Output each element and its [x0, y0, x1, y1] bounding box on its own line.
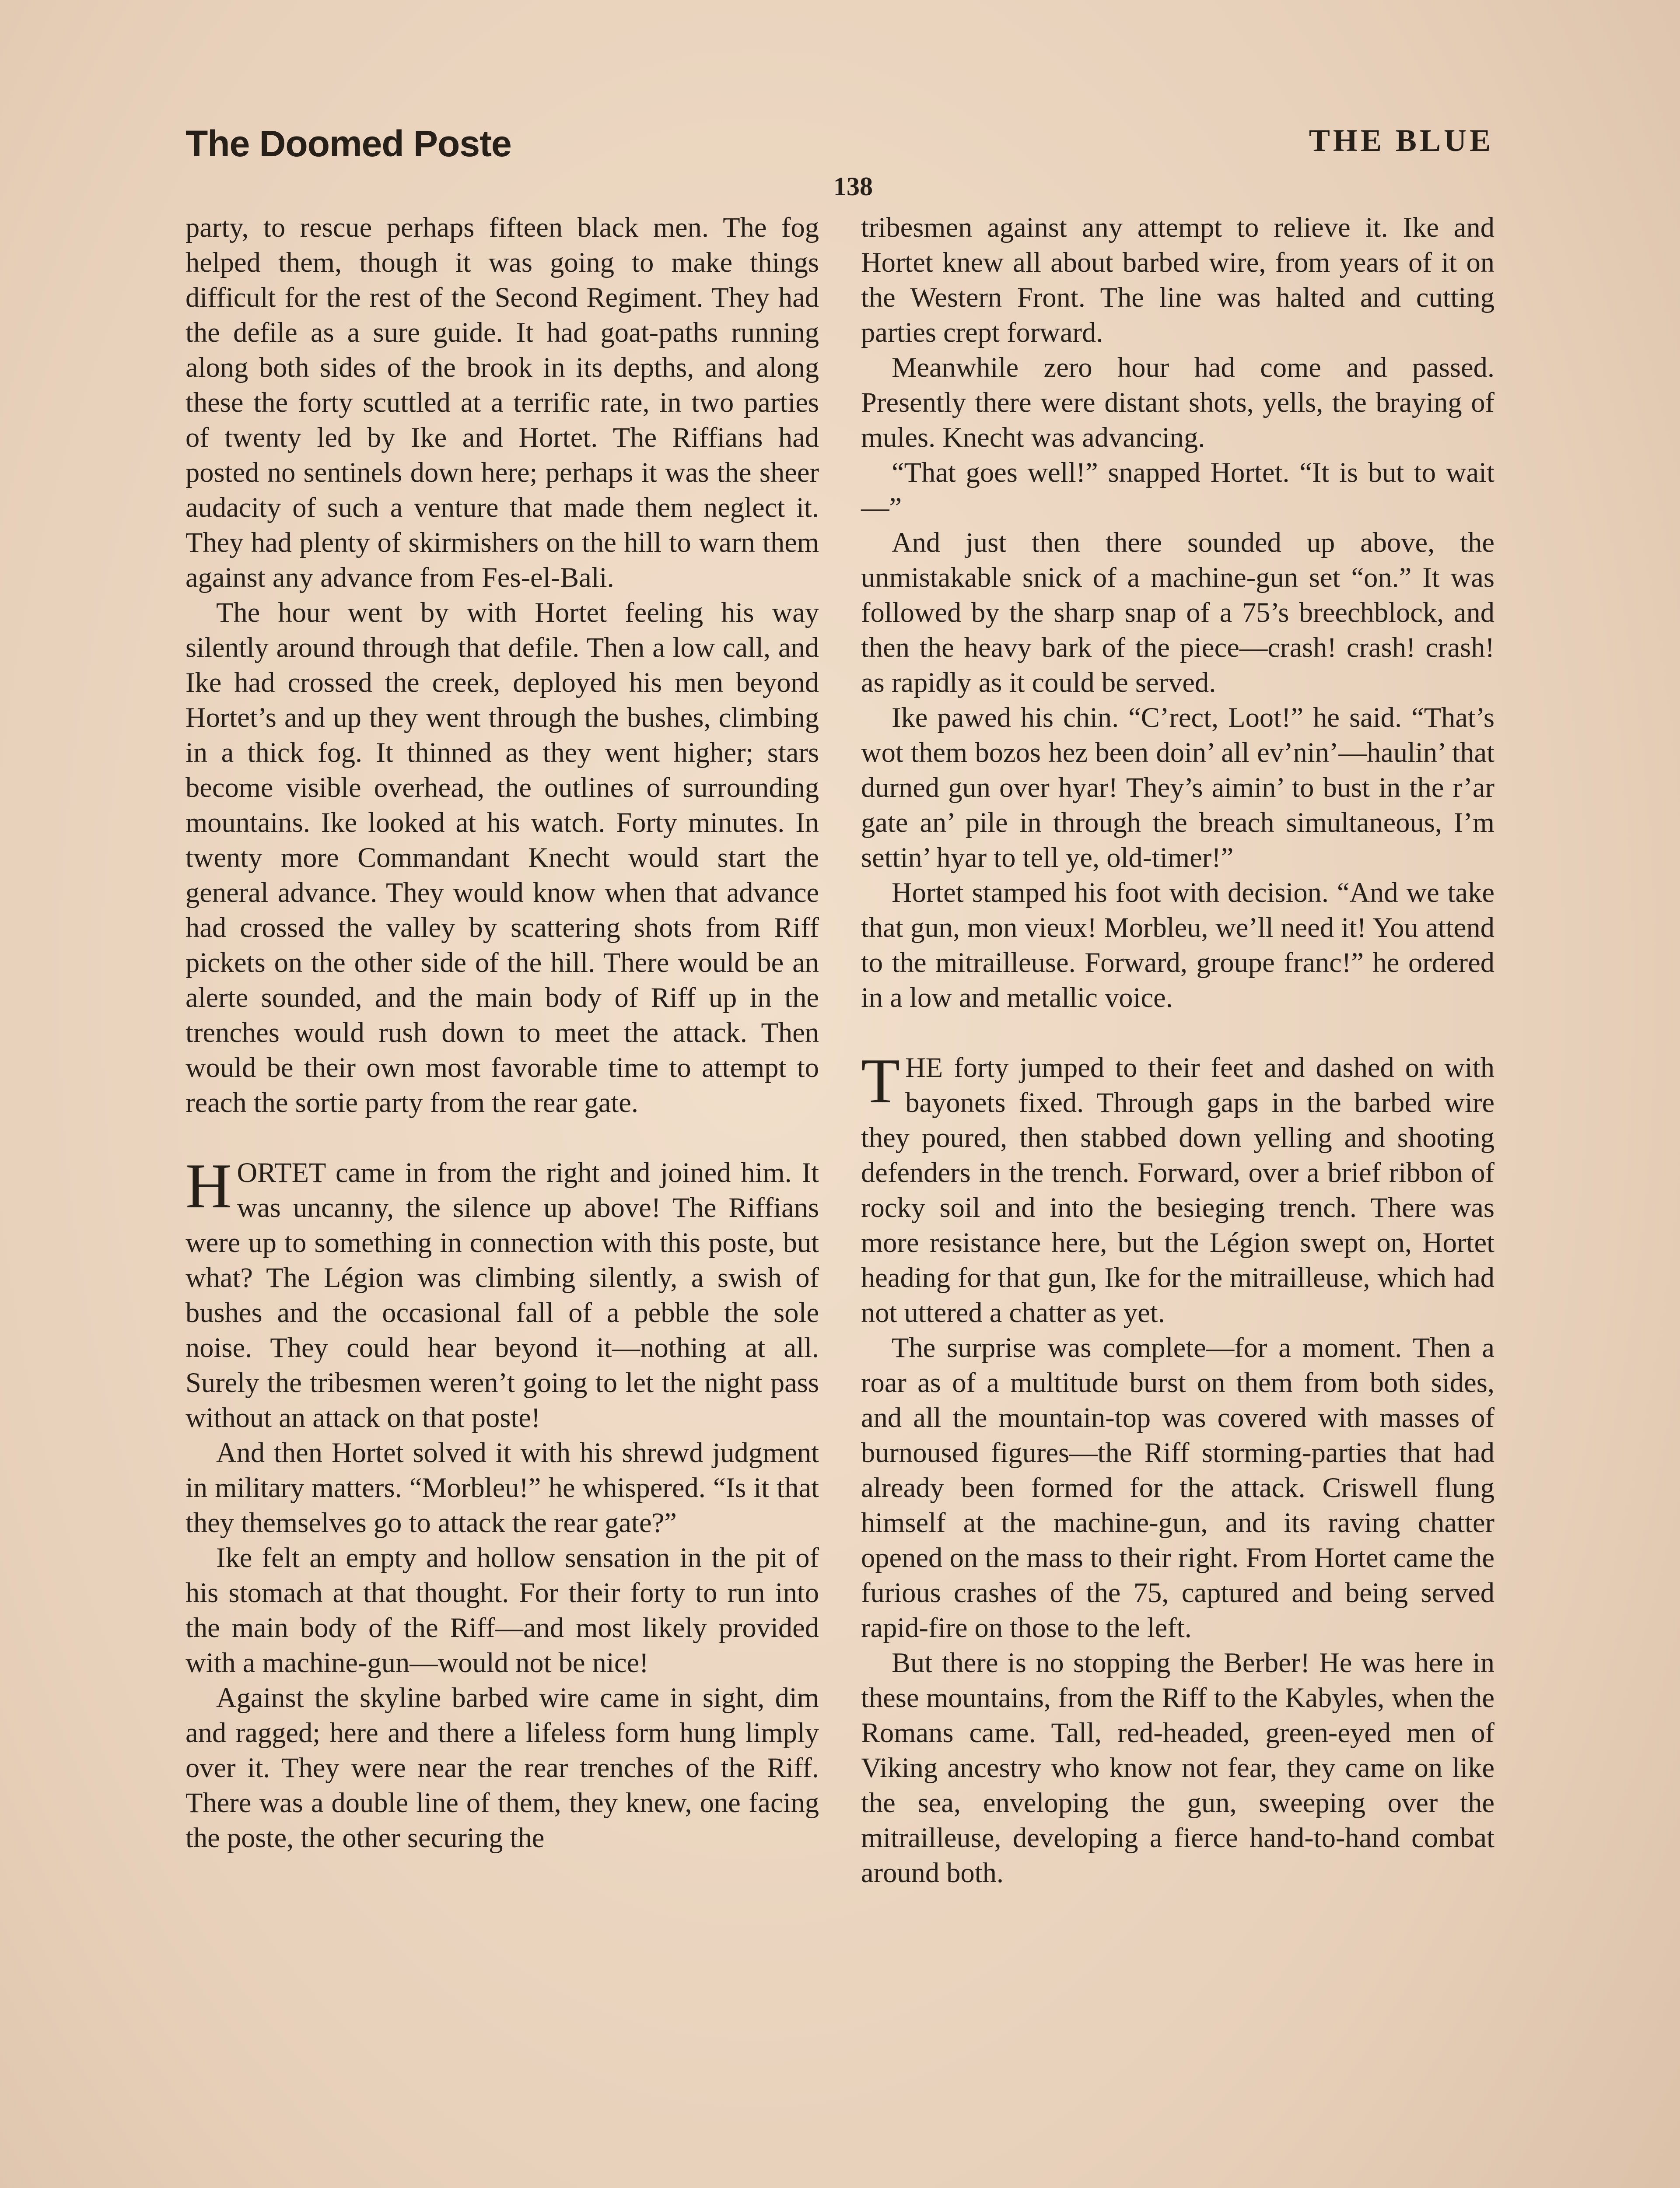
paragraph: party, to rescue perhaps fifteen black men. The fog helped them, though it was going to make things difficult for the rest of the Second Regiment. They had the defile as a sure guide. It had goat-paths running along both sides of the brook in its depths, and along these the forty scuttled at a terrific rate, in two parties of twenty led by Ike and Hortet. The Riffians had posted no sentinels down here; perhaps it was the sheer audacity of such a venture that made them neglect it. They had plenty of skirmishers on the hill to warn them against any advance from Fes-el-Bali.: [186, 212, 819, 593]
paragraph: Hortet stamped his foot with decision. “And we take that gun, mon vieux! Morbleu, we’ll need it! You attend to the mitrailleuse. Forward, groupe franc!” he ordered in a low and metallic voice.: [861, 877, 1494, 1013]
paragraph: And then Hortet solved it with his shrewd judgment in military matters. “Morbleu!” he whispered. “Is it that they themselves go to attack the rear gate?”: [186, 1437, 819, 1538]
paragraph: The hour went by with Hortet feeling his way silently around through that defile. Then a low call, and Ike had crossed the creek, deployed his men beyond Hortet’s and up they went through the bushes, climbing in a thick fog. It thinned as they went higher; stars become visible overhead, the outlines of surrounding mountains. Ike looked at his watch. Forty minutes. In twenty more Commandant Knecht would start the general advance. They would know when that advance had crossed the valley by scattering shots from Riff pickets on the other side of the hill. There would be an alerte sounded, and the main body of Riff up in the trenches would rush down to meet the attack. Then would be their own most favorable time to attempt to reach the sortie party from the rear gate.: [186, 597, 819, 1118]
paragraph: tribesmen against any attempt to relieve it. Ike and Hortet knew all about barbed wire, from years of it on the Western Front. The line was halted and cutting parties crept forward.: [861, 212, 1494, 348]
section-start-paragraph: [861, 1045, 1494, 1330]
paragraph-text: ORTET came in from the right and joined him. It was uncanny, the silence up above! The Riffians were up to something in connection with this poste, but what? The Légion was climbing silently, a swish of bushes and the occasional fall of a pebble the sole noise. They could hear beyond it—nothing at all. Surely the tribesmen weren’t going to let the night pass without an attack on that poste!: [186, 1157, 819, 1433]
paragraph: And just then there sounded up above, the unmistakable snick of a machine-gun set “on.” It was followed by the sharp snap of a 75’s breechblock, and then the heavy bark of the piece—crash! crash! crash! as rapidly as it could be served.: [861, 527, 1494, 698]
paragraph: Ike felt an empty and hollow sensation in the pit of his stomach at that thought. For their forty to run into the main body of the Riff—and most likely provided with a machine-gun—would not be nice!: [186, 1542, 819, 1678]
drop-cap: H: [186, 1150, 232, 1221]
drop-cap: T: [861, 1045, 900, 1116]
story-title: The Doomed Poste: [186, 123, 511, 164]
paragraph-text: HE forty jumped to their feet and dashed on with bayonets fixed. Through gaps in the barbed wire they poured, then stabbed down yelling and shooting defenders in the trench. Forward, over a brief ribbon of rocky soil and into the besieging trench. There was more resistance here, but the Légion swept on, Hortet heading for that gun, Ike for the mitrailleuse, which had not uttered a chatter as yet.: [861, 1052, 1494, 1328]
paragraph: But there is no stopping the Berber! He was here in these mountains, from the Riff to the Kabyles, when the Romans came. Tall, red-headed, green-eyed men of Viking ancestry who know not fear, they came on like the sea, enveloping the gun, sweeping over the mitrailleuse, developing a fierce hand-to-hand combat around both.: [861, 1647, 1494, 1888]
paragraph: Ike pawed his chin. “C’rect, Loot!” he said. “That’s wot them bozos hez been doin’ all ev’nin’—haulin’ that durned gun over hyar! They’s aimin’ to bust in the r’ar gate an’ pile in through the breach simultaneous, I’m settin’ hyar to tell ye, old-timer!”: [861, 702, 1494, 873]
magazine-name: THE BLUE: [1309, 123, 1494, 158]
page-number: 138: [833, 172, 873, 201]
right-column: [861, 210, 1494, 2188]
paragraph: “That goes well!” snapped Hortet. “It is but to wait—”: [861, 457, 1494, 523]
paragraph: Meanwhile zero hour had come and passed. Presently there were distant shots, yells, the braying of mules. Knecht was advancing.: [861, 352, 1494, 453]
paragraph: Against the skyline barbed wire came in sight, dim and ragged; here and there a lifeless form hung limply over it. They were near the rear trenches of the Riff. There was a double line of them, they knew, one facing the poste, the other securing the: [186, 1682, 819, 1853]
paragraph: The surprise was complete—for a moment. Then a roar as of a multitude burst on them from both sides, and all the mountain-top was covered with masses of burnoused figures—the Riff storming-parties that had already been formed for the attack. Criswell flung himself at the machine-gun, and its raving chatter opened on the mass to their right. From Hortet came the furious crashes of the 75, captured and being served rapid-fire on those to the left.: [861, 1332, 1494, 1643]
left-column: [186, 210, 819, 2188]
section-start-paragraph: [186, 1150, 819, 1435]
running-header: [186, 123, 1494, 175]
